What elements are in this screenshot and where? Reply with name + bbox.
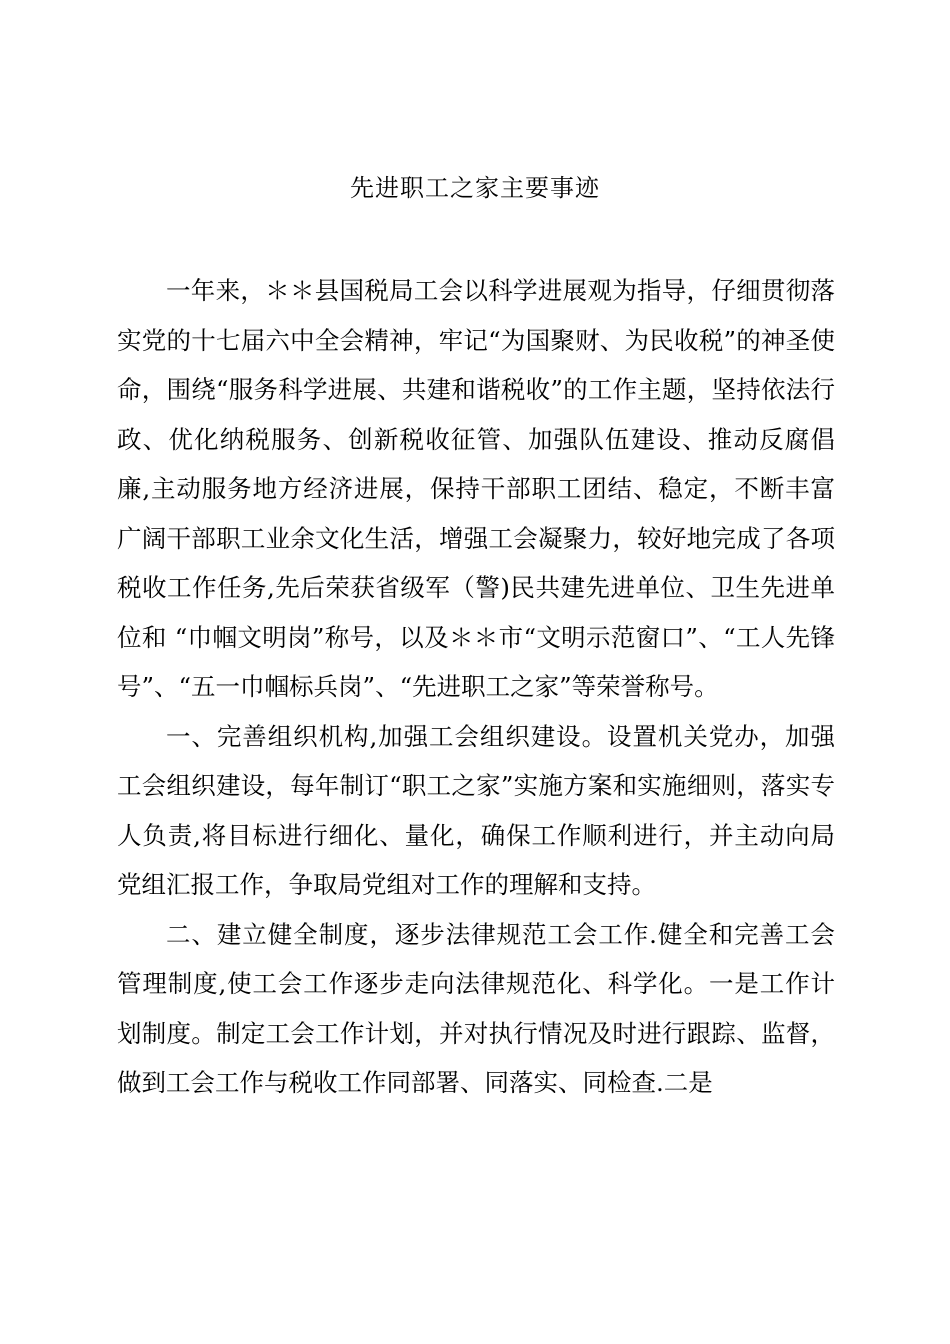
document-title: 先进职工之家主要事迹 <box>350 174 600 202</box>
paragraph-section-1: 一、完善组织机构,加强工会组织建设。设置机关党办，加强工会组织建设，每年制订“职工之家”实施方案和实施细则，落实专人负责,将目标进行细化、量化，确保工作顺利进行，并主动向局党组汇报工作，争取局党组对工作的理解和支持。 <box>117 721 835 899</box>
paragraph-section-2: 二、建立健全制度，逐步法律规范工会工作.健全和完善工会管理制度,使工会工作逐步走向法律规范化、科学化。一是工作计划制度。制定工会工作计划，并对执行情况及时进行跟踪、监督，做到工会工作与税收工作同部署、同落实、同检查.二是 <box>117 919 835 1097</box>
paragraph-intro: 一年来，＊＊县国税局工会以科学进展观为指导，仔细贯彻落实党的十七届六中全会精神，牢记“为国聚财、为民收税”的神圣使命，围绕“服务科学进展、共建和谐税收”的工作主题，坚持依法行政、优化纳税服务、创新税收征管、加强队伍建设、推动反腐倡廉,主动服务地方经济进展，保持干部职工团结、稳定，不断丰富广阔干部职工业余文化生活，增强工会凝聚力，较好地完成了各项税收工作任务,先后荣获省级军（警)民共建先进单位、卫生先进单位和 “巾帼文明岗”称号，以及＊＊市“文明示范窗口”、“工人先锋号”、“五一巾帼标兵岗”、“先进职工之家”等荣誉称号。 <box>117 276 835 701</box>
document-body <box>117 266 835 1108</box>
